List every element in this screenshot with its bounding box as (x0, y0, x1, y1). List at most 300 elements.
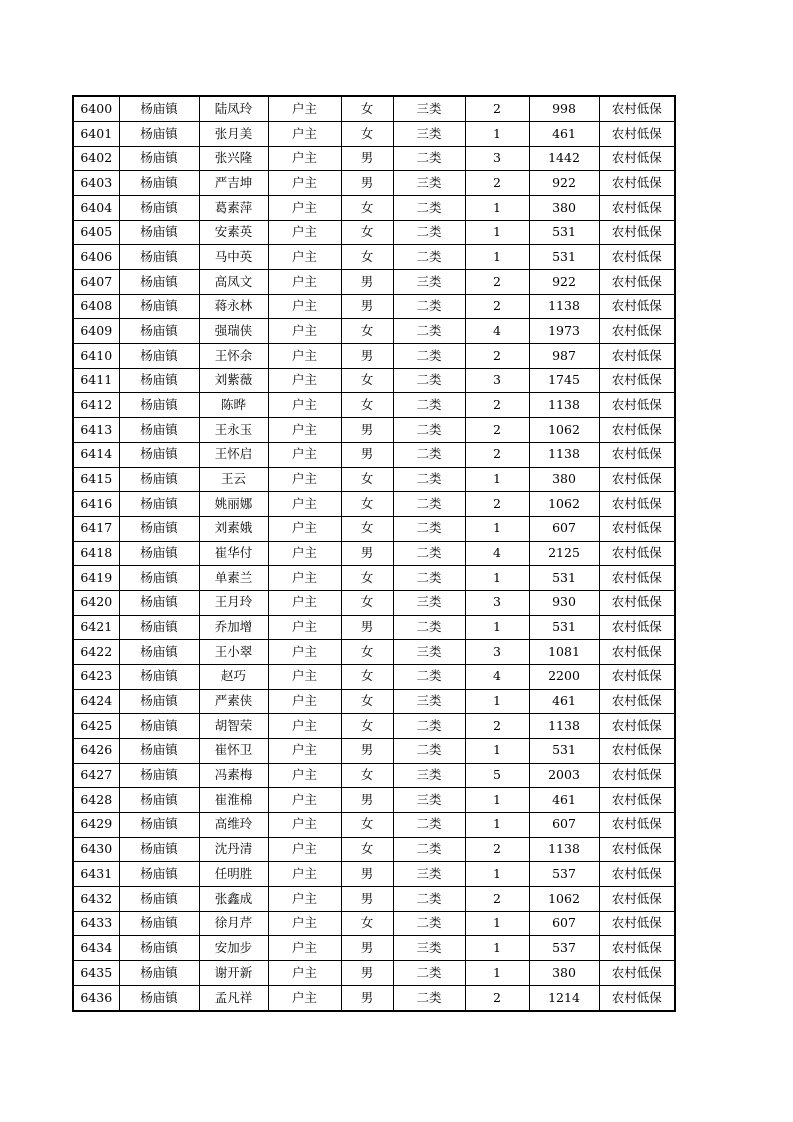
cell-gender: 男 (341, 146, 393, 171)
cell-benefit-type: 农村低保 (599, 541, 675, 566)
cell-town: 杨庙镇 (119, 270, 199, 295)
cell-gender: 女 (341, 368, 393, 393)
cell-town: 杨庙镇 (119, 442, 199, 467)
cell-gender: 女 (341, 640, 393, 665)
cell-category: 二类 (393, 738, 465, 763)
cell-name: 张月美 (199, 122, 268, 147)
cell-benefit-type: 农村低保 (599, 270, 675, 295)
cell-benefit-type: 农村低保 (599, 936, 675, 961)
cell-gender: 女 (341, 467, 393, 492)
cell-relation: 户主 (268, 936, 341, 961)
benefits-table-body (73, 96, 675, 1011)
cell-category: 三类 (393, 640, 465, 665)
cell-gender: 女 (341, 689, 393, 714)
cell-person-count: 1 (465, 566, 529, 591)
cell-gender: 男 (341, 615, 393, 640)
cell-benefit-type: 农村低保 (599, 442, 675, 467)
cell-benefit-type: 农村低保 (599, 393, 675, 418)
cell-category: 二类 (393, 492, 465, 517)
cell-name: 徐月芹 (199, 911, 268, 936)
cell-name: 赵巧 (199, 664, 268, 689)
table-row (73, 985, 675, 1011)
cell-serial-number: 6431 (73, 862, 119, 887)
cell-relation: 户主 (268, 294, 341, 319)
cell-amount: 1138 (529, 714, 599, 739)
cell-gender: 女 (341, 220, 393, 245)
cell-name: 葛素萍 (199, 196, 268, 221)
cell-person-count: 2 (465, 96, 529, 122)
cell-gender: 女 (341, 664, 393, 689)
cell-serial-number: 6411 (73, 368, 119, 393)
cell-amount: 1214 (529, 985, 599, 1011)
cell-name: 刘紫薇 (199, 368, 268, 393)
cell-relation: 户主 (268, 714, 341, 739)
cell-town: 杨庙镇 (119, 220, 199, 245)
cell-relation: 户主 (268, 566, 341, 591)
table-row (73, 714, 675, 739)
cell-serial-number: 6423 (73, 664, 119, 689)
cell-category: 三类 (393, 270, 465, 295)
cell-serial-number: 6435 (73, 960, 119, 985)
cell-name: 高维玲 (199, 812, 268, 837)
cell-category: 二类 (393, 368, 465, 393)
cell-amount: 1138 (529, 294, 599, 319)
cell-town: 杨庙镇 (119, 763, 199, 788)
cell-amount: 930 (529, 590, 599, 615)
cell-benefit-type: 农村低保 (599, 220, 675, 245)
table-row (73, 640, 675, 665)
cell-serial-number: 6405 (73, 220, 119, 245)
cell-name: 崔淮棉 (199, 788, 268, 813)
cell-person-count: 1 (465, 960, 529, 985)
cell-town: 杨庙镇 (119, 936, 199, 961)
cell-person-count: 1 (465, 245, 529, 270)
cell-relation: 户主 (268, 590, 341, 615)
cell-relation: 户主 (268, 319, 341, 344)
cell-benefit-type: 农村低保 (599, 590, 675, 615)
cell-serial-number: 6410 (73, 344, 119, 369)
table-row (73, 936, 675, 961)
cell-benefit-type: 农村低保 (599, 319, 675, 344)
cell-person-count: 5 (465, 763, 529, 788)
cell-town: 杨庙镇 (119, 467, 199, 492)
cell-person-count: 1 (465, 936, 529, 961)
cell-name: 马中英 (199, 245, 268, 270)
cell-gender: 男 (341, 270, 393, 295)
table-row (73, 467, 675, 492)
cell-relation: 户主 (268, 171, 341, 196)
cell-category: 二类 (393, 442, 465, 467)
cell-gender: 女 (341, 96, 393, 122)
cell-amount: 461 (529, 788, 599, 813)
cell-amount: 2200 (529, 664, 599, 689)
cell-relation: 户主 (268, 96, 341, 122)
cell-amount: 607 (529, 516, 599, 541)
cell-relation: 户主 (268, 418, 341, 443)
table-row (73, 418, 675, 443)
table-row (73, 344, 675, 369)
cell-benefit-type: 农村低保 (599, 566, 675, 591)
cell-gender: 女 (341, 516, 393, 541)
table-row (73, 615, 675, 640)
cell-serial-number: 6427 (73, 763, 119, 788)
cell-name: 强瑞侠 (199, 319, 268, 344)
cell-person-count: 3 (465, 640, 529, 665)
cell-person-count: 1 (465, 689, 529, 714)
cell-name: 安加步 (199, 936, 268, 961)
table-row (73, 911, 675, 936)
cell-amount: 531 (529, 245, 599, 270)
table-row (73, 960, 675, 985)
cell-amount: 537 (529, 936, 599, 961)
cell-serial-number: 6418 (73, 541, 119, 566)
cell-relation: 户主 (268, 812, 341, 837)
table-row (73, 812, 675, 837)
cell-town: 杨庙镇 (119, 788, 199, 813)
cell-category: 二类 (393, 516, 465, 541)
cell-serial-number: 6422 (73, 640, 119, 665)
table-row (73, 738, 675, 763)
cell-category: 二类 (393, 714, 465, 739)
cell-name: 姚丽娜 (199, 492, 268, 517)
cell-category: 二类 (393, 220, 465, 245)
cell-relation: 户主 (268, 467, 341, 492)
cell-relation: 户主 (268, 196, 341, 221)
cell-name: 崔怀卫 (199, 738, 268, 763)
table-row (73, 270, 675, 295)
cell-relation: 户主 (268, 270, 341, 295)
cell-benefit-type: 农村低保 (599, 664, 675, 689)
cell-person-count: 1 (465, 862, 529, 887)
cell-person-count: 2 (465, 492, 529, 517)
cell-amount: 2125 (529, 541, 599, 566)
cell-person-count: 2 (465, 418, 529, 443)
cell-person-count: 2 (465, 270, 529, 295)
table-row (73, 245, 675, 270)
cell-amount: 531 (529, 738, 599, 763)
cell-person-count: 2 (465, 393, 529, 418)
cell-amount: 1062 (529, 492, 599, 517)
cell-relation: 户主 (268, 837, 341, 862)
table-row (73, 96, 675, 122)
cell-person-count: 1 (465, 122, 529, 147)
cell-amount: 1745 (529, 368, 599, 393)
cell-gender: 男 (341, 886, 393, 911)
cell-benefit-type: 农村低保 (599, 812, 675, 837)
cell-serial-number: 6415 (73, 467, 119, 492)
cell-serial-number: 6402 (73, 146, 119, 171)
cell-name: 任明胜 (199, 862, 268, 887)
cell-relation: 户主 (268, 541, 341, 566)
cell-gender: 女 (341, 911, 393, 936)
cell-relation: 户主 (268, 763, 341, 788)
cell-category: 二类 (393, 886, 465, 911)
cell-person-count: 1 (465, 467, 529, 492)
table-row (73, 541, 675, 566)
cell-gender: 男 (341, 960, 393, 985)
cell-gender: 女 (341, 812, 393, 837)
cell-town: 杨庙镇 (119, 344, 199, 369)
table-row (73, 590, 675, 615)
cell-relation: 户主 (268, 985, 341, 1011)
cell-town: 杨庙镇 (119, 146, 199, 171)
cell-town: 杨庙镇 (119, 418, 199, 443)
cell-town: 杨庙镇 (119, 96, 199, 122)
cell-benefit-type: 农村低保 (599, 960, 675, 985)
cell-name: 单素兰 (199, 566, 268, 591)
table-row (73, 862, 675, 887)
cell-relation: 户主 (268, 911, 341, 936)
cell-town: 杨庙镇 (119, 122, 199, 147)
cell-amount: 380 (529, 467, 599, 492)
cell-person-count: 1 (465, 812, 529, 837)
table-row (73, 689, 675, 714)
table-row (73, 393, 675, 418)
table-row (73, 294, 675, 319)
cell-name: 张鑫成 (199, 886, 268, 911)
cell-category: 二类 (393, 418, 465, 443)
cell-benefit-type: 农村低保 (599, 467, 675, 492)
cell-name: 高凤文 (199, 270, 268, 295)
cell-category: 二类 (393, 344, 465, 369)
cell-amount: 987 (529, 344, 599, 369)
cell-category: 二类 (393, 294, 465, 319)
cell-town: 杨庙镇 (119, 566, 199, 591)
cell-town: 杨庙镇 (119, 368, 199, 393)
cell-name: 冯素梅 (199, 763, 268, 788)
cell-name: 严素侠 (199, 689, 268, 714)
cell-serial-number: 6407 (73, 270, 119, 295)
cell-person-count: 2 (465, 442, 529, 467)
cell-serial-number: 6424 (73, 689, 119, 714)
cell-benefit-type: 农村低保 (599, 763, 675, 788)
cell-town: 杨庙镇 (119, 196, 199, 221)
cell-benefit-type: 农村低保 (599, 911, 675, 936)
cell-category: 三类 (393, 122, 465, 147)
cell-serial-number: 6401 (73, 122, 119, 147)
cell-benefit-type: 农村低保 (599, 788, 675, 813)
cell-gender: 女 (341, 566, 393, 591)
cell-town: 杨庙镇 (119, 319, 199, 344)
cell-name: 王怀启 (199, 442, 268, 467)
cell-benefit-type: 农村低保 (599, 96, 675, 122)
cell-amount: 1138 (529, 837, 599, 862)
cell-serial-number: 6419 (73, 566, 119, 591)
cell-category: 二类 (393, 566, 465, 591)
cell-category: 二类 (393, 985, 465, 1011)
cell-relation: 户主 (268, 664, 341, 689)
cell-town: 杨庙镇 (119, 862, 199, 887)
table-row (73, 664, 675, 689)
cell-amount: 1442 (529, 146, 599, 171)
cell-gender: 男 (341, 294, 393, 319)
table-row (73, 566, 675, 591)
cell-relation: 户主 (268, 368, 341, 393)
cell-serial-number: 6425 (73, 714, 119, 739)
cell-category: 二类 (393, 911, 465, 936)
cell-gender: 男 (341, 442, 393, 467)
cell-benefit-type: 农村低保 (599, 714, 675, 739)
cell-person-count: 1 (465, 220, 529, 245)
cell-gender: 女 (341, 122, 393, 147)
cell-serial-number: 6414 (73, 442, 119, 467)
cell-category: 二类 (393, 393, 465, 418)
cell-name: 王怀余 (199, 344, 268, 369)
cell-town: 杨庙镇 (119, 960, 199, 985)
cell-town: 杨庙镇 (119, 714, 199, 739)
cell-town: 杨庙镇 (119, 689, 199, 714)
cell-name: 王云 (199, 467, 268, 492)
cell-serial-number: 6432 (73, 886, 119, 911)
cell-relation: 户主 (268, 615, 341, 640)
cell-serial-number: 6409 (73, 319, 119, 344)
cell-person-count: 1 (465, 516, 529, 541)
cell-gender: 男 (341, 171, 393, 196)
cell-benefit-type: 农村低保 (599, 418, 675, 443)
cell-benefit-type: 农村低保 (599, 985, 675, 1011)
cell-benefit-type: 农村低保 (599, 738, 675, 763)
table-row (73, 492, 675, 517)
cell-gender: 男 (341, 788, 393, 813)
cell-serial-number: 6404 (73, 196, 119, 221)
cell-gender: 女 (341, 590, 393, 615)
cell-town: 杨庙镇 (119, 837, 199, 862)
cell-relation: 户主 (268, 738, 341, 763)
cell-relation: 户主 (268, 220, 341, 245)
cell-serial-number: 6403 (73, 171, 119, 196)
cell-name: 沈丹清 (199, 837, 268, 862)
table-row (73, 319, 675, 344)
cell-amount: 1138 (529, 393, 599, 418)
cell-relation: 户主 (268, 862, 341, 887)
cell-gender: 男 (341, 738, 393, 763)
table-row (73, 886, 675, 911)
cell-benefit-type: 农村低保 (599, 171, 675, 196)
cell-town: 杨庙镇 (119, 640, 199, 665)
cell-person-count: 2 (465, 837, 529, 862)
table-row (73, 763, 675, 788)
cell-benefit-type: 农村低保 (599, 615, 675, 640)
cell-benefit-type: 农村低保 (599, 146, 675, 171)
cell-category: 三类 (393, 936, 465, 961)
cell-benefit-type: 农村低保 (599, 640, 675, 665)
cell-serial-number: 6412 (73, 393, 119, 418)
table-row (73, 146, 675, 171)
cell-town: 杨庙镇 (119, 985, 199, 1011)
cell-amount: 380 (529, 960, 599, 985)
cell-name: 胡智荣 (199, 714, 268, 739)
cell-gender: 女 (341, 196, 393, 221)
table-row (73, 220, 675, 245)
cell-gender: 男 (341, 985, 393, 1011)
cell-serial-number: 6416 (73, 492, 119, 517)
cell-person-count: 3 (465, 368, 529, 393)
cell-relation: 户主 (268, 492, 341, 517)
cell-amount: 461 (529, 122, 599, 147)
cell-relation: 户主 (268, 886, 341, 911)
cell-person-count: 2 (465, 171, 529, 196)
table-row (73, 442, 675, 467)
cell-amount: 1973 (529, 319, 599, 344)
cell-relation: 户主 (268, 344, 341, 369)
cell-person-count: 1 (465, 615, 529, 640)
cell-town: 杨庙镇 (119, 590, 199, 615)
cell-name: 乔加增 (199, 615, 268, 640)
cell-name: 蒋永林 (199, 294, 268, 319)
cell-town: 杨庙镇 (119, 541, 199, 566)
cell-category: 二类 (393, 541, 465, 566)
cell-person-count: 2 (465, 714, 529, 739)
cell-serial-number: 6400 (73, 96, 119, 122)
cell-town: 杨庙镇 (119, 245, 199, 270)
cell-serial-number: 6429 (73, 812, 119, 837)
cell-category: 三类 (393, 763, 465, 788)
cell-serial-number: 6406 (73, 245, 119, 270)
cell-town: 杨庙镇 (119, 516, 199, 541)
cell-person-count: 3 (465, 146, 529, 171)
cell-name: 刘素娥 (199, 516, 268, 541)
cell-benefit-type: 农村低保 (599, 122, 675, 147)
table-row (73, 122, 675, 147)
cell-town: 杨庙镇 (119, 393, 199, 418)
cell-category: 二类 (393, 467, 465, 492)
cell-category: 二类 (393, 615, 465, 640)
cell-category: 三类 (393, 689, 465, 714)
cell-person-count: 4 (465, 541, 529, 566)
cell-gender: 女 (341, 245, 393, 270)
table-row (73, 516, 675, 541)
table-row (73, 368, 675, 393)
cell-serial-number: 6434 (73, 936, 119, 961)
benefits-table (72, 95, 676, 1012)
cell-amount: 998 (529, 96, 599, 122)
cell-relation: 户主 (268, 516, 341, 541)
table-row (73, 171, 675, 196)
cell-town: 杨庙镇 (119, 171, 199, 196)
cell-name: 张兴隆 (199, 146, 268, 171)
cell-amount: 607 (529, 812, 599, 837)
cell-category: 三类 (393, 171, 465, 196)
cell-category: 二类 (393, 960, 465, 985)
cell-benefit-type: 农村低保 (599, 837, 675, 862)
cell-amount: 537 (529, 862, 599, 887)
cell-town: 杨庙镇 (119, 664, 199, 689)
cell-serial-number: 6417 (73, 516, 119, 541)
cell-serial-number: 6428 (73, 788, 119, 813)
cell-relation: 户主 (268, 788, 341, 813)
cell-serial-number: 6413 (73, 418, 119, 443)
cell-category: 二类 (393, 812, 465, 837)
cell-name: 陈晔 (199, 393, 268, 418)
cell-category: 三类 (393, 862, 465, 887)
cell-person-count: 4 (465, 664, 529, 689)
cell-relation: 户主 (268, 245, 341, 270)
cell-amount: 461 (529, 689, 599, 714)
cell-town: 杨庙镇 (119, 492, 199, 517)
cell-town: 杨庙镇 (119, 911, 199, 936)
cell-benefit-type: 农村低保 (599, 886, 675, 911)
cell-category: 二类 (393, 146, 465, 171)
cell-amount: 1062 (529, 418, 599, 443)
cell-benefit-type: 农村低保 (599, 516, 675, 541)
cell-benefit-type: 农村低保 (599, 368, 675, 393)
cell-amount: 2003 (529, 763, 599, 788)
cell-name: 严吉坤 (199, 171, 268, 196)
cell-gender: 女 (341, 837, 393, 862)
cell-serial-number: 6436 (73, 985, 119, 1011)
cell-person-count: 2 (465, 985, 529, 1011)
cell-relation: 户主 (268, 146, 341, 171)
